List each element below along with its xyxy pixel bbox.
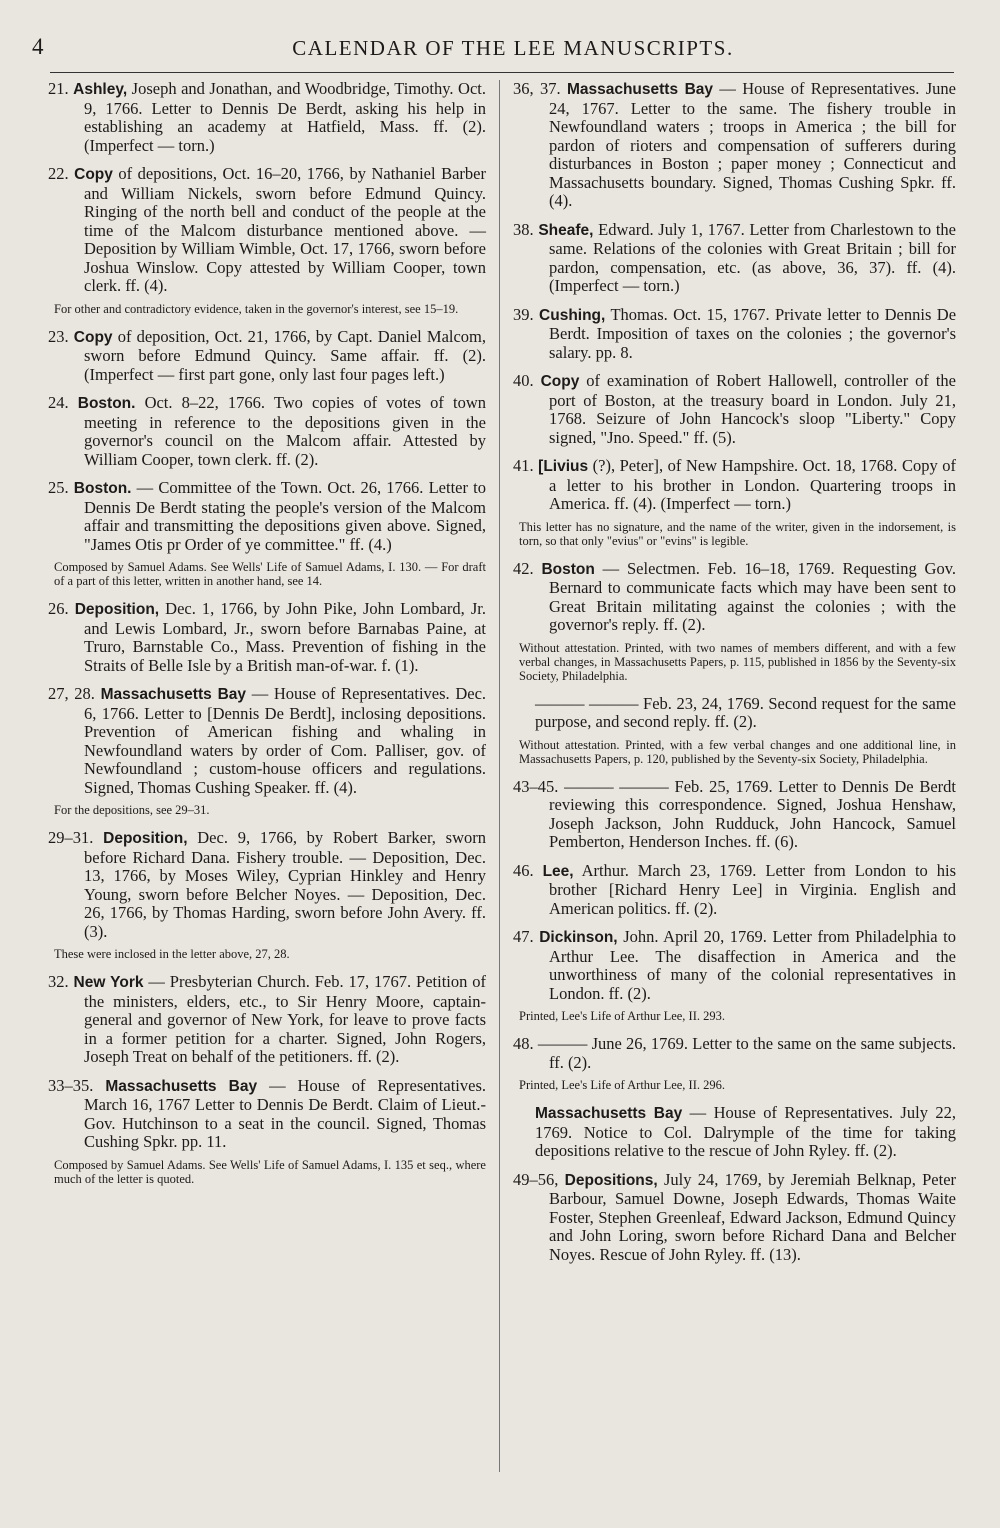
entry-text: of deposition, Oct. 21, 1766, by Capt. Daniel Malcom, sworn before Edmund Quincy. Same affair. ff. (2). (Imperfect — first part gone, only last four pages left.)	[84, 326, 487, 384]
calendar-entry	[513, 695, 956, 732]
entry-heading: Massachusetts Bay	[105, 1077, 258, 1095]
footnote: These were inclosed in the letter above, 27, 28.	[54, 947, 290, 961]
entry-text: — Presbyterian Church. Feb. 17, 1767. Petition of the ministers, elders, etc., to Sir Henry Moore, captain-general and governor of New York, for leave to prove facts in a former petition for a charter. Signed, John Rogers, Joseph Treat on behalf of the petitioners. ff. (2).	[84, 972, 486, 1066]
calendar-entry	[48, 80, 486, 155]
entry-text: — Committee of the Town. Oct. 26, 1766. Letter to Dennis De Berdt stating the people's version of the Malcom affair and transmitting the depositions given above. Signed, "James Otis pr Order of ye committee." ff. (4.)	[84, 478, 486, 554]
footnote: Without attestation. Printed, with a few verbal changes and one additional line, in Massachusetts Papers, p. 120, published by the Seventy-six Society, Philadelphia.	[519, 737, 956, 766]
entry-heading: Massachusetts Bay	[566, 81, 714, 98]
entry-text: ——— ——— Feb. 23, 24, 1769. Second request for the same purpose, and second reply. ff. (2).	[535, 693, 956, 731]
entry-heading: New York	[73, 974, 144, 991]
page-number: 4	[32, 34, 45, 59]
column-divider	[499, 80, 500, 1472]
entry-text: ——— June 26, 1769. Letter to the same on the same subjects. ff. (2).	[537, 1034, 957, 1072]
entry-text: — House of Representatives. July 22, 1769. Notice to Col. Dalrymple of the time for taking depositions relative to the rescue of John Ryley. ff. (2).	[535, 1103, 957, 1160]
entry-text: ——— ——— Feb. 25, 1769. Letter to Dennis De Berdt reviewing this correspondence. Signed, Joshua Henshaw, Joseph Jackson, John Rudduck, John Hancock, Samuel Pemberton, Henderson Inches. ff. (6).	[549, 776, 956, 851]
calendar-entry	[513, 560, 956, 635]
footnote: For the depositions, see 29–31.	[54, 803, 210, 817]
calendar-entry	[513, 457, 956, 514]
header-rule	[50, 72, 954, 73]
entry-number: 23.	[48, 326, 69, 346]
entry-number: 22.	[48, 164, 69, 183]
entry-heading: Copy	[540, 373, 580, 390]
entry-text: John. April 20, 1769. Letter from Philadelphia to Arthur Lee. The disaffection in America and the unworthiness of many of the colonial representatives in London. ff. (2).	[549, 927, 957, 1003]
calendar-entry	[513, 221, 956, 296]
entry-number: 25.	[48, 478, 69, 497]
calendar-entry	[48, 600, 486, 675]
entry-text: — House of Representatives. March 16, 1767 Letter to Dennis De Berdt. Claim of Lieut.-Gov. Hutchinson to a seat in the council. Signed, Thomas Cushing Spkr. pp. 11.	[84, 1075, 487, 1151]
entry-text: Thomas. Oct. 15, 1767. Private letter to Dennis De Berdt. Imposition of taxes on the colonies ; the governor's salary. pp. 8.	[549, 304, 957, 362]
calendar-entry	[513, 778, 956, 852]
calendar-entry	[513, 372, 956, 447]
entry-number: 21.	[48, 79, 69, 98]
left-column	[48, 80, 486, 1198]
entry-text: Dec. 1, 1766, by John Pike, John Lombard, Jr. and Lewis Lombard, Jr., sworn before Barnabas Paine, at Truro, Barnstable Co., Mass. Prevention of fishing in the Straits of Belle Isle by a British man-of-war. f. (1).	[84, 599, 486, 675]
footnote: For other and contradictory evidence, taken in the governor's interest, see 15–19.	[54, 301, 459, 316]
entry-text: — House of Representatives. June 24, 1767. Letter to the same. The fishery trouble in Newfoundland waters ; troops in America ; the bill for pardon of rioters and compensation of sufferers during disturbances in Boston ; paper money ; Connecticut and Massachusetts boundary. Signed, Thomas Cushing Spkr. ff. (4).	[549, 79, 956, 210]
calendar-entry	[48, 328, 486, 385]
entry-number: 48.	[513, 1034, 534, 1053]
entry-number: 40.	[513, 371, 534, 390]
entry-text: of depositions, Oct. 16–20, 1766, by Nathaniel Barber and William Nickels, sworn before Edmund Quincy. Ringing of the north bell and conduct of the people at the time of the Malcom disturbance mentioned above. — Deposition by William Wimble, Oct. 17, 1766, sworn before Joshua Winslow. Copy attested by William Cooper, town clerk. ff. (4).	[84, 164, 486, 295]
entry-heading: Dickinson,	[539, 929, 618, 946]
entry-heading: Boston.	[77, 395, 136, 412]
entry-heading: [Livius	[538, 458, 589, 475]
calendar-entry	[513, 80, 956, 211]
entry-heading: Boston	[541, 560, 595, 578]
entry-text: Edward. July 1, 1767. Letter from Charlestown to the same. Relations of the colonies with Great Britain ; bill for pardon, compensation, etc. (as above, 36, 37). ff. (4). (Imperfect — torn.)	[549, 219, 957, 295]
entry-text: July 24, 1769, by Jeremiah Belknap, Peter Barbour, Samuel Downe, Joseph Edwards, Thomas Waite Foster, Stephen Greenleaf, Edward Jackson, Edmund Quincy and John Loring, sworn before Richard Dana and Belcher Noyes. Rescue of John Ryley. ff. (13).	[549, 1169, 957, 1264]
entry-heading: Ashley,	[73, 81, 128, 98]
page-header	[32, 34, 954, 64]
entry-heading: Copy	[74, 166, 113, 183]
entry-text: — House of Representatives. Dec. 6, 1766. Letter to [Dennis De Berdt], inclosing depositions. Prevention of American fishing and whaling in Newfoundland waters by order of Com. Palliser, gov. of Newfoundland ; custom-house officers and regulations. Signed, Thomas Cushing Speaker. ff. (4).	[84, 684, 487, 797]
entry-heading: Depositions,	[564, 1171, 658, 1189]
calendar-entry	[48, 165, 486, 296]
calendar-entry	[48, 973, 486, 1067]
calendar-entry	[513, 1171, 956, 1265]
calendar-entry	[48, 394, 486, 469]
entry-heading: Copy	[73, 328, 113, 346]
entry-number: 29–31.	[48, 828, 94, 847]
footnote: Composed by Samuel Adams. See Wells' Life of Samuel Adams, I. 135 et seq., where much of the letter is quoted.	[54, 1157, 486, 1186]
calendar-entry	[513, 862, 956, 919]
footnote: This letter has no signature, and the name of the writer, given in the indorsement, is torn, so that only "evius" or "evins" is legible.	[519, 519, 956, 548]
calendar-entry	[48, 685, 486, 797]
calendar-entry	[513, 1104, 956, 1161]
entry-number: 26.	[48, 599, 69, 618]
entry-number: 47.	[513, 927, 534, 946]
calendar-entry	[48, 829, 486, 941]
entry-number: 42.	[513, 558, 534, 578]
entry-heading: Lee,	[542, 862, 574, 880]
running-title: CALENDAR OF THE LEE MANUSCRIPTS.	[292, 36, 734, 60]
calendar-entry	[513, 928, 956, 1003]
entry-text: Joseph and Jonathan, and Woodbridge, Timothy. Oct. 9, 1766. Letter to Dennis De Berdt, asking his help in establishing an academy at Hatfield, Mass. ff. (2). (Imperfect — torn.)	[84, 79, 487, 155]
right-column	[513, 80, 956, 1274]
entry-text: Dec. 9, 1766, by Robert Barker, sworn before Richard Dana. Fishery trouble. — Deposition, Dec. 13, 1766, by Moses Wiley, Cyprian Hinkley and Henry Young, sworn before Belcher Noyes. — Deposition, Dec. 26, 1766, by Thomas Harding, sworn before John Avery. ff. (3).	[84, 828, 487, 941]
entry-number: 41.	[513, 456, 534, 475]
entry-heading: Cushing,	[539, 306, 606, 324]
calendar-entry	[513, 1035, 956, 1072]
footnote: Printed, Lee's Life of Arthur Lee, II. 296.	[519, 1078, 726, 1092]
entry-text: of examination of Robert Hallowell, controller of the port of Boston, at the treasury board in London. July 21, 1768. Seizure of John Hancock's sloop "Liberty." Copy signed, "Jno. Speed." ff. (5).	[549, 371, 956, 447]
entry-number: 38.	[513, 219, 534, 239]
entry-number: 49–56,	[513, 1169, 559, 1189]
calendar-entry	[48, 479, 486, 554]
entry-text: (?), Peter], of New Hampshire. Oct. 18, 1768. Copy of a letter to his brother in London. Quartering troops in America. ff. (4). (Imperfect — torn.)	[549, 456, 956, 513]
entry-heading: Massachusetts Bay	[535, 1105, 683, 1122]
entry-heading: Massachusetts Bay	[100, 686, 247, 703]
calendar-entry	[48, 1077, 486, 1152]
entry-text: — Selectmen. Feb. 16–18, 1769. Requesting Gov. Bernard to communicate facts which may have been sent to Great Britain militating against the colonies ; with the governor's reply. ff. (2).	[549, 558, 957, 634]
entry-number: 32.	[48, 972, 69, 991]
entry-text: Arthur. March 23, 1769. Letter from London to his brother [Richard Henry Lee] in Virginia. English and American politics. ff. (2).	[549, 860, 956, 918]
entry-heading: Deposition,	[74, 601, 160, 618]
entry-heading: Boston.	[73, 480, 132, 497]
entry-number: 43–45.	[513, 776, 559, 796]
entry-number: 24.	[48, 393, 69, 412]
footnote: Without attestation. Printed, with two names of members different, and with a few verbal changes, in Massachusetts Papers, p. 115, published in 1856 by the Seventy-six Society, Philadelphia.	[519, 640, 956, 683]
entry-heading: Sheafe,	[538, 221, 594, 239]
entry-number: 39.	[513, 304, 534, 324]
calendar-entry	[513, 306, 956, 363]
entry-number: 33–35.	[48, 1075, 94, 1095]
entry-heading: Deposition,	[103, 830, 188, 847]
entry-text: Oct. 8–22, 1766. Two copies of votes of town meeting in reference to the depositions given in the governor's council on the Malcom affair. Attested by William Cooper, town clerk. ff. (2).	[84, 393, 487, 469]
entry-number: 46.	[513, 860, 534, 880]
footnote: Printed, Lee's Life of Arthur Lee, II. 293.	[519, 1009, 726, 1023]
entry-number: 27, 28.	[48, 684, 95, 703]
entry-number: 36, 37.	[513, 79, 561, 98]
footnote: Composed by Samuel Adams. See Wells' Life of Samuel Adams, I. 130. — For draft of a part of this letter, written in another hand, see 14.	[54, 560, 486, 588]
